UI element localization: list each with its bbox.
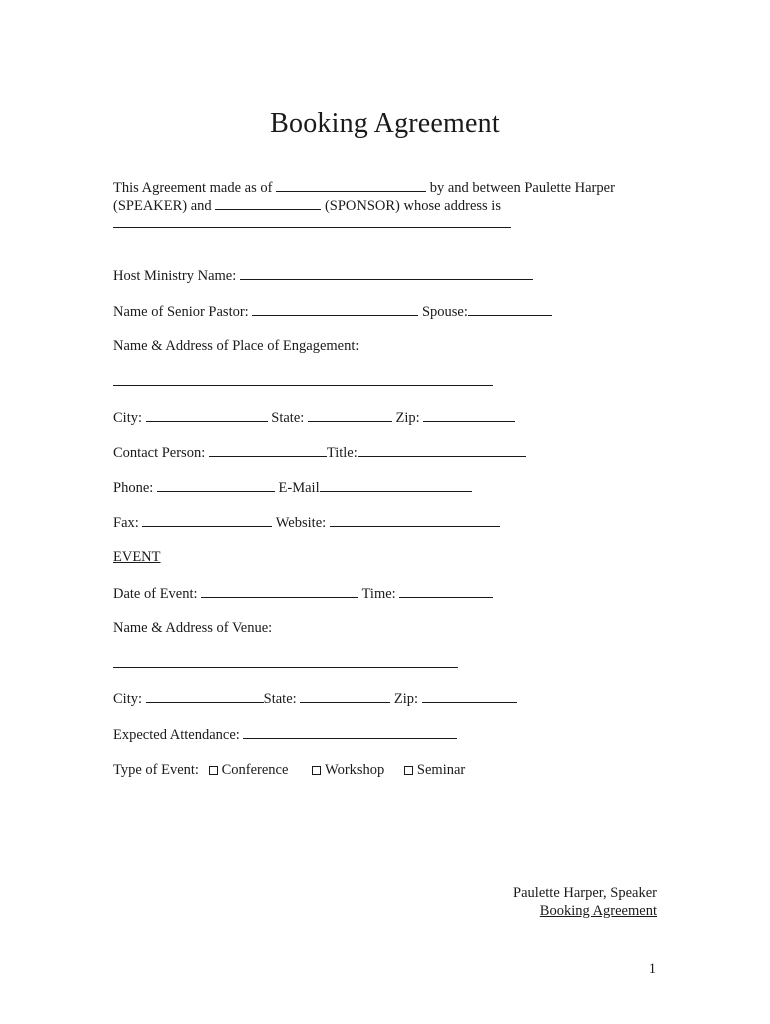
title-blank[interactable]	[358, 443, 526, 457]
website-label: Website:	[275, 515, 327, 531]
venue-label: Name & Address of Venue:	[113, 620, 273, 636]
phone-blank[interactable]	[157, 478, 275, 492]
place-engagement-label: Name & Address of Place of Engagement:	[113, 338, 360, 354]
host-ministry-label: Host Ministry Name:	[113, 268, 237, 284]
event-time-blank[interactable]	[399, 584, 493, 598]
event-time-label: Time:	[361, 586, 396, 602]
senior-pastor-label: Name of Senior Pastor:	[113, 304, 249, 320]
contact-person-label: Contact Person:	[113, 445, 206, 461]
seminar-option-label: Seminar	[416, 762, 466, 778]
intro-line-3	[113, 214, 511, 233]
spouse-label: Spouse:	[421, 304, 468, 320]
seminar-checkbox[interactable]	[404, 766, 413, 775]
event-type-label: Type of Event:	[113, 762, 199, 778]
venue-blank[interactable]	[113, 654, 458, 668]
state-label: State:	[271, 410, 305, 426]
host-ministry-blank[interactable]	[240, 266, 533, 280]
zip-label: Zip:	[395, 410, 420, 426]
place-engagement-row	[113, 337, 359, 355]
event-type-row	[113, 761, 465, 779]
venue-zip-blank[interactable]	[422, 689, 517, 703]
intro-text-b: by and between Paulette Harper	[429, 180, 615, 196]
page-number: 1	[648, 961, 656, 977]
zip-blank[interactable]	[423, 408, 515, 422]
venue-state-blank[interactable]	[300, 689, 390, 703]
signature-name: Paulette Harper, Speaker	[513, 885, 657, 901]
venue-city-label: City:	[113, 691, 143, 707]
fax-label: Fax:	[113, 515, 139, 531]
venue-city-blank[interactable]	[146, 689, 264, 703]
venue-state-label: State:	[263, 691, 297, 707]
intro-text-a: This Agreement made as of	[113, 180, 273, 196]
event-date-blank[interactable]	[201, 584, 358, 598]
place-engagement-blank[interactable]	[113, 372, 493, 386]
phone-email-row	[113, 478, 472, 497]
host-ministry-row	[113, 266, 533, 285]
city-state-zip-row	[113, 408, 515, 427]
website-blank[interactable]	[330, 513, 500, 527]
venue-zip-label: Zip:	[393, 691, 419, 707]
conference-option-label: Conference	[221, 762, 289, 778]
signature-doc: Booking Agreement	[539, 903, 657, 919]
event-date-label: Date of Event:	[113, 586, 198, 602]
venue-city-state-zip-row	[113, 689, 517, 708]
email-label: E-Mail	[278, 480, 320, 496]
senior-pastor-blank[interactable]	[252, 302, 418, 316]
fax-website-row	[113, 513, 500, 532]
city-label: City:	[113, 410, 143, 426]
attendance-label: Expected Attendance:	[113, 727, 240, 743]
workshop-option-label: Workshop	[325, 762, 385, 778]
attendance-row	[113, 725, 457, 744]
venue-row	[113, 619, 272, 637]
city-blank[interactable]	[146, 408, 268, 422]
place-engagement-line	[113, 372, 493, 391]
event-heading: EVENT	[113, 549, 161, 565]
agreement-date-blank[interactable]	[276, 178, 426, 192]
spouse-blank[interactable]	[468, 302, 552, 316]
title-label: Title:	[326, 445, 358, 461]
event-date-time-row	[113, 584, 493, 603]
senior-pastor-row	[113, 302, 552, 321]
intro-text-c: (SPEAKER) and	[113, 198, 212, 214]
attendance-blank[interactable]	[243, 725, 457, 739]
workshop-checkbox[interactable]	[312, 766, 321, 775]
intro-line-1	[113, 178, 615, 197]
conference-checkbox[interactable]	[209, 766, 218, 775]
intro-line-2	[113, 196, 501, 215]
fax-blank[interactable]	[142, 513, 272, 527]
state-blank[interactable]	[308, 408, 392, 422]
venue-line	[113, 654, 458, 673]
document-title: Booking Agreement	[270, 108, 500, 139]
sponsor-address-blank[interactable]	[113, 214, 511, 228]
email-blank[interactable]	[320, 478, 472, 492]
intro-text-d: (SPONSOR) whose address is	[324, 198, 501, 214]
contact-person-blank[interactable]	[209, 443, 327, 457]
contact-person-row	[113, 443, 526, 462]
sponsor-blank[interactable]	[215, 196, 321, 210]
phone-label: Phone:	[113, 480, 154, 496]
